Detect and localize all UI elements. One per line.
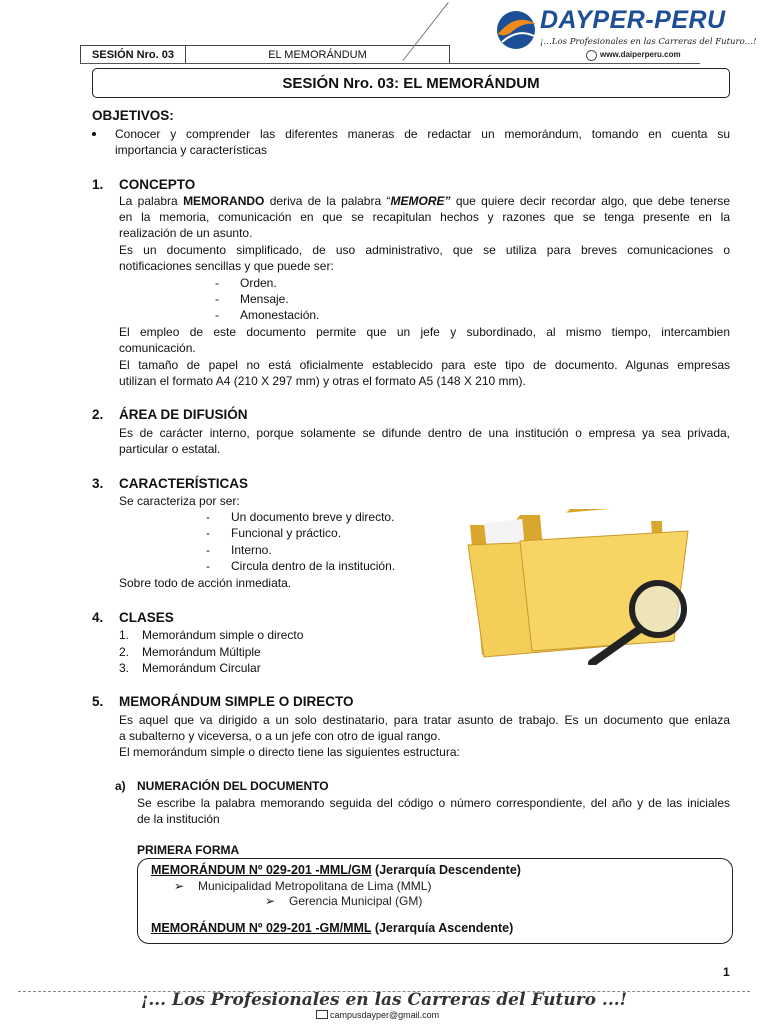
- concepto-line8: El tamaño de papel no está oficialmente establecido para este tipo de documento. Algunas empresas: [119, 358, 730, 372]
- section3-number: 3.: [92, 476, 104, 491]
- sub-letter: a): [115, 779, 126, 793]
- dash: -: [215, 276, 219, 290]
- section3-heading: CARACTERÍSTICAS: [119, 476, 249, 491]
- clase-item: Memorándum simple o directo: [142, 628, 304, 642]
- caracteristica-item: Funcional y práctico.: [231, 526, 342, 540]
- dash: -: [206, 510, 210, 524]
- area-line1: Es de carácter interno, porque solamente se difunde dentro de una institución o empresa ya sea privada,: [119, 426, 730, 440]
- page-number: 1: [723, 965, 730, 979]
- concepto-line3: realización de un asunto.: [119, 226, 253, 240]
- session-label: SESIÓN Nro. 03: [81, 46, 186, 63]
- memo1-note: (Jerarquía Descendente): [375, 863, 521, 877]
- objetivos-heading: OBJETIVOS:: [92, 108, 174, 123]
- section2-number: 2.: [92, 407, 104, 422]
- section1-heading: CONCEPTO: [119, 177, 196, 192]
- clase-item: Memorándum Circular: [142, 661, 261, 675]
- sub-heading: NUMERACIÓN DEL DOCUMENTO: [137, 779, 329, 793]
- folder-magnifier-icon: [462, 505, 694, 665]
- bullet-icon: [92, 132, 96, 136]
- concepto-line5: notificaciones sencillas y que puede ser:: [119, 259, 334, 273]
- caracteristica-item: Circula dentro de la institución.: [231, 559, 396, 573]
- memo2-code: MEMORÁNDUM Nº 029-201 -GM/MML: [151, 921, 372, 935]
- clase-number: 3.: [119, 661, 130, 675]
- caracteristicas-intro: Se caracteriza por ser:: [119, 494, 240, 508]
- section5-heading: MEMORÁNDUM SIMPLE O DIRECTO: [119, 694, 354, 709]
- concepto-item: Orden.: [240, 276, 277, 290]
- memo1-line: [151, 863, 521, 877]
- sub-line1: Se escribe la palabra memorando seguida del código o número correspondiente, del año y de las iniciales: [137, 796, 730, 810]
- footer-slogan: ¡... Los Profesionales en las Carreras del Futuro ...!: [140, 990, 628, 1010]
- caracteristica-item: Interno.: [231, 543, 272, 557]
- header-rule: [80, 63, 700, 64]
- brand-website: www.daiperperu.com: [600, 50, 681, 59]
- caracteristicas-closing: Sobre todo de acción inmediata.: [119, 576, 292, 590]
- sub-line2: de la institución: [137, 812, 220, 826]
- simple-line3: El memorándum simple o directo tiene las siguientes estructura:: [119, 745, 460, 759]
- memo2-line: [151, 921, 513, 935]
- dash: -: [215, 292, 219, 306]
- concepto-line2: en la memoria, comunicación en que se recapitulan hechos y razones que se tenga presente en la: [119, 210, 730, 224]
- concepto-item: Amonestación.: [240, 308, 320, 322]
- clase-item: Memorándum Múltiple: [142, 645, 261, 659]
- arrow-icon: ➢: [174, 879, 185, 893]
- memo1-code: MEMORÁNDUM Nº 029-201 -MML/GM: [151, 863, 372, 877]
- concepto-item: Mensaje.: [240, 292, 289, 306]
- brand-logo-icon: [494, 8, 540, 52]
- page-title: SESIÓN Nro. 03: EL MEMORÁNDUM: [92, 68, 730, 98]
- dash: -: [215, 308, 219, 322]
- simple-line2: a subalterno y viceversa, o a un jefe con otro de igual rango.: [119, 729, 441, 743]
- brand-name: DAYPER-PERU: [540, 6, 726, 34]
- clase-number: 1.: [119, 628, 130, 642]
- form-label: PRIMERA FORMA: [137, 843, 240, 857]
- section5-number: 5.: [92, 694, 104, 709]
- topic-label: EL MEMORÁNDUM: [268, 48, 367, 61]
- concepto-line7: comunicación.: [119, 341, 196, 355]
- dash: -: [206, 526, 210, 540]
- memo2-note: (Jerarquía Ascendente): [374, 921, 514, 935]
- dash: -: [206, 543, 210, 557]
- clase-number: 2.: [119, 645, 130, 659]
- section4-heading: CLASES: [119, 610, 174, 625]
- level1-entity: Municipalidad Metropolitana de Lima (MML): [198, 879, 432, 893]
- arrow-icon: ➢: [265, 894, 276, 908]
- area-line2: particular o estatal.: [119, 442, 221, 456]
- globe-icon: [586, 50, 597, 61]
- concepto-line6: El empleo de este documento permite que un jefe y subordinado, al mismo tiempo, intercambien: [119, 325, 730, 339]
- caracteristica-item: Un documento breve y directo.: [231, 510, 395, 524]
- objetivo-line2: importancia y características: [115, 143, 268, 157]
- section1-number: 1.: [92, 177, 104, 192]
- concepto-line4: Es un documento simplificado, de uso administrativo, que se utiliza para breves comunicaciones o: [119, 243, 730, 257]
- dash: -: [206, 559, 210, 573]
- section2-heading: ÁREA DE DIFUSIÓN: [119, 407, 248, 422]
- brand-slogan: ¡…Los Profesionales en las Carreras del Futuro…!: [540, 37, 757, 47]
- level2-entity: Gerencia Municipal (GM): [289, 894, 423, 908]
- concepto-line1: La palabra MEMORANDO deriva de la palabra “MEMORE” que quiere decir recordar algo, que debe tenerse: [119, 194, 731, 208]
- simple-line1: Es aquel que va dirigido a un solo destinatario, para tratar asunto de trabajo. Es un documento que enlaza: [119, 713, 730, 727]
- header-session-box: [80, 45, 450, 64]
- mail-icon: [316, 1010, 328, 1019]
- footer-email: campusdayper@gmail.com: [330, 1010, 440, 1020]
- section4-number: 4.: [92, 610, 104, 625]
- objetivo-line1: Conocer y comprender las diferentes maneras de redactar un memorándum, tomando en cuenta su: [115, 127, 730, 141]
- concepto-line9: utilizan el formato A4 (210 X 297 mm) y otras el formato A5 (148 X 210 mm).: [119, 374, 526, 388]
